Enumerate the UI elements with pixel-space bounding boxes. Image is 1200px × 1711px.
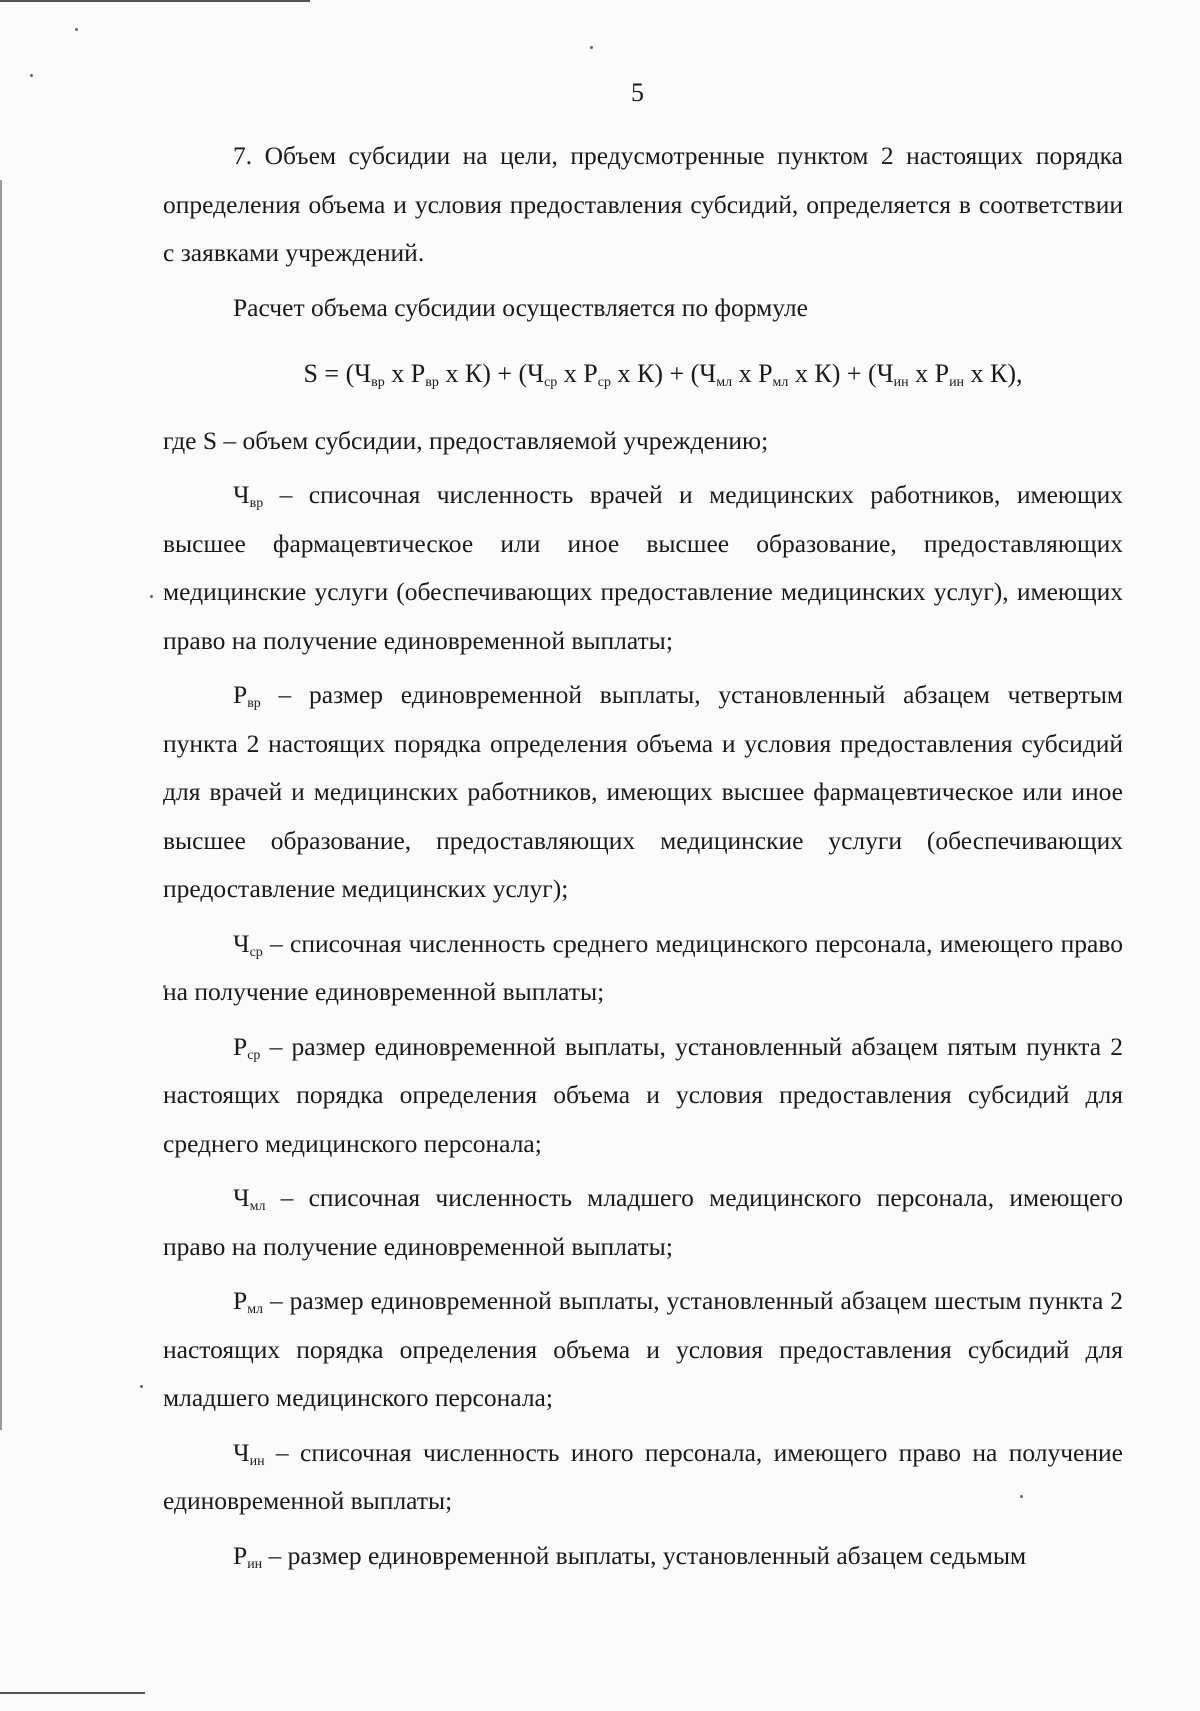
definition-chml: $Ч_{мл}$ – списочная численность младшего медицинского персонала, имеющего право на получение единовременной выплаты;: [163, 1183, 1123, 1261]
definition-rml: $Р_{мл}$ – размер единовременной выплаты, установленный абзацем шестым пункта 2 настоящих порядка определения объема и условия предоставления субсидий для младшего медицинского персонала;: [163, 1286, 1123, 1412]
scan-edge-top: [0, 0, 310, 2]
paragraph-calculation: Расчет объема субсидии осуществляется по формуле: [233, 292, 808, 322]
scan-edge-left: [0, 180, 2, 1430]
scan-edge-bottom: [0, 1692, 145, 1694]
scan-speck: [590, 46, 593, 49]
formula: $S = (Ч_{вр}$ х $Р_{вр}$ х $К) + (Ч_{ср}$ х $Р_{ср}$ х $К) + (Ч_{мл}$ х $Р_{мл}$ х $К) + (Ч_{ин}$ х $Р_{ин}$ х К),: [303, 359, 1023, 390]
definition-chvr: $Ч_{вр}$ – списочная численность врачей и медицинских работников, имеющих высшее фармацевтическое или иное высшее образование, предоставляющих медицинские услуги (обеспечивающих предоставление медицинских услуг), имеющих право на получение единовременной выплаты;: [163, 480, 1123, 655]
definition-rin: $Р_{ин}$ – размер единовременной выплаты, установленный абзацем седьмым: [233, 1540, 1027, 1572]
scan-speck: [75, 28, 78, 31]
page-number: 5: [631, 78, 644, 107]
definition-rvr: $Р_{вр}$ – размер единовременной выплаты, установленный абзацем четвертым пункта 2 настоящих порядка определения объема и условия предоставления субсидий для врачей и медицинских работников, имеющих высшее фармацевтическое или иное высшее образование, предоставляющих медицинские услуги (обеспечивающих предоставление медицинских услуг);: [163, 680, 1123, 903]
definition-chsr: $Ч_{ср}$ – списочная численность среднего медицинского персонала, имеющего право на получение единовременной выплаты;: [163, 928, 1123, 1006]
definition-rsr: $Р_{ср}$ – размер единовременной выплаты, установленный абзацем пятым пункта 2 настоящих порядка определения объема и условия предоставления субсидий для среднего медицинского персонала;: [163, 1031, 1123, 1158]
paragraph-7: 7. Объем субсидии на цели, предусмотренные пунктом 2 настоящих порядка определения объема и условия предоставления субсидий, определяется в соответствии с заявками учреждений.: [163, 141, 1123, 267]
scan-speck: [30, 74, 33, 77]
scan-speck: [150, 595, 153, 598]
definition-chin: $Ч_{ин}$ – списочная численность иного персонала, имеющего право на получение единовременной выплаты;: [163, 1437, 1123, 1515]
scan-speck: [140, 1385, 143, 1388]
document-body: [163, 132, 1123, 1580]
paragraph-where: где S – объем субсидии, предоставляемой учреждению;: [163, 425, 769, 455]
